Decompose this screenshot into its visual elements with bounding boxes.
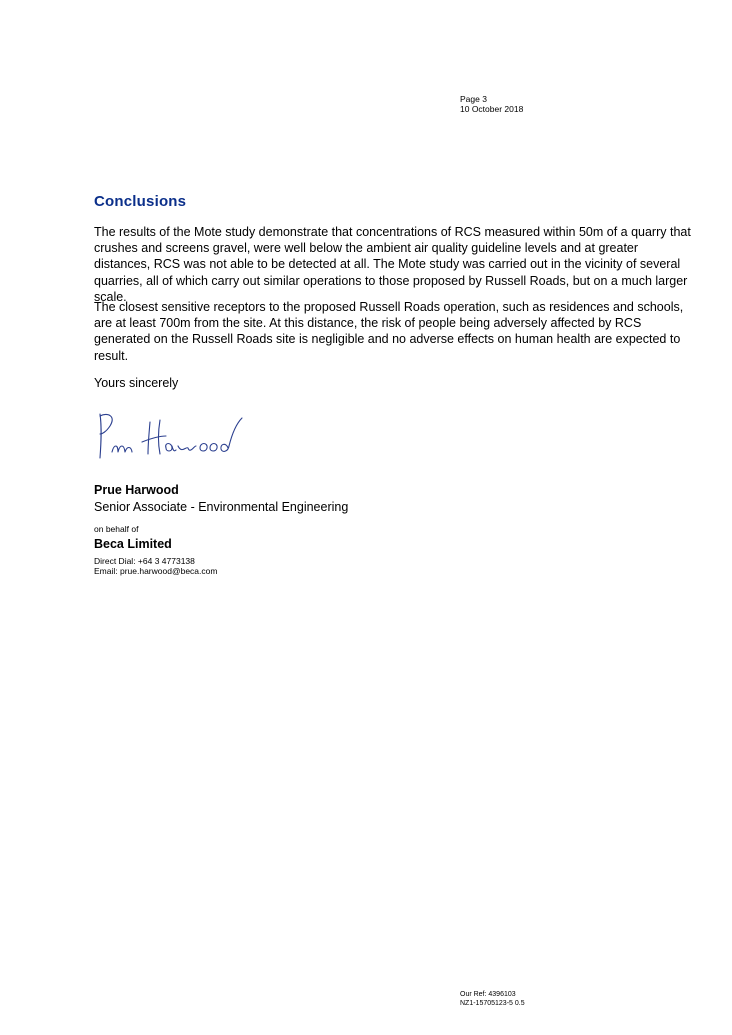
direct-dial: Direct Dial: +64 3 4773138 [94,556,195,566]
footer-reference [460,990,525,1008]
contact-details [94,556,217,576]
letter-date: 10 October 2018 [460,104,524,114]
page-number: Page 3 [460,94,487,104]
page-header [460,94,523,114]
paragraph-mote-study: The results of the Mote study demonstrate that concentrations of RCS measured within 50m of a quarry that crushes and screens gravel, were well below the ambient air quality guideline levels and at greater distances, RCS was not able to be detected at all. The Mote study was carried out in the vicinity of several quarries, all of which carry out similar operations to those proposed by Russell Roads, but on a much larger scale. [94,225,691,304]
email-address: Email: prue.harwood@beca.com [94,566,218,576]
signatory-name: Prue Harwood [94,483,179,497]
document-ref: NZ1-15705123-5 0.5 [460,1000,525,1007]
section-heading: Conclusions [94,193,187,210]
our-ref: Our Ref: 4396103 [460,991,516,998]
handwritten-signature [94,408,254,464]
company-name: Beca Limited [94,537,172,551]
closing-salutation: Yours sincerely [94,376,179,390]
signatory-title: Senior Associate - Environmental Engineering [94,500,349,514]
on-behalf-label: on behalf of [94,524,139,534]
paragraph-sensitive-receptors: The closest sensitive receptors to the proposed Russell Roads operation, such as residences and schools, are at least 700m from the site. At this distance, the risk of people being adversely affected by RCS generated on the Russell Roads site is negligible and no adverse effects on human health are expected to result. [94,300,684,363]
